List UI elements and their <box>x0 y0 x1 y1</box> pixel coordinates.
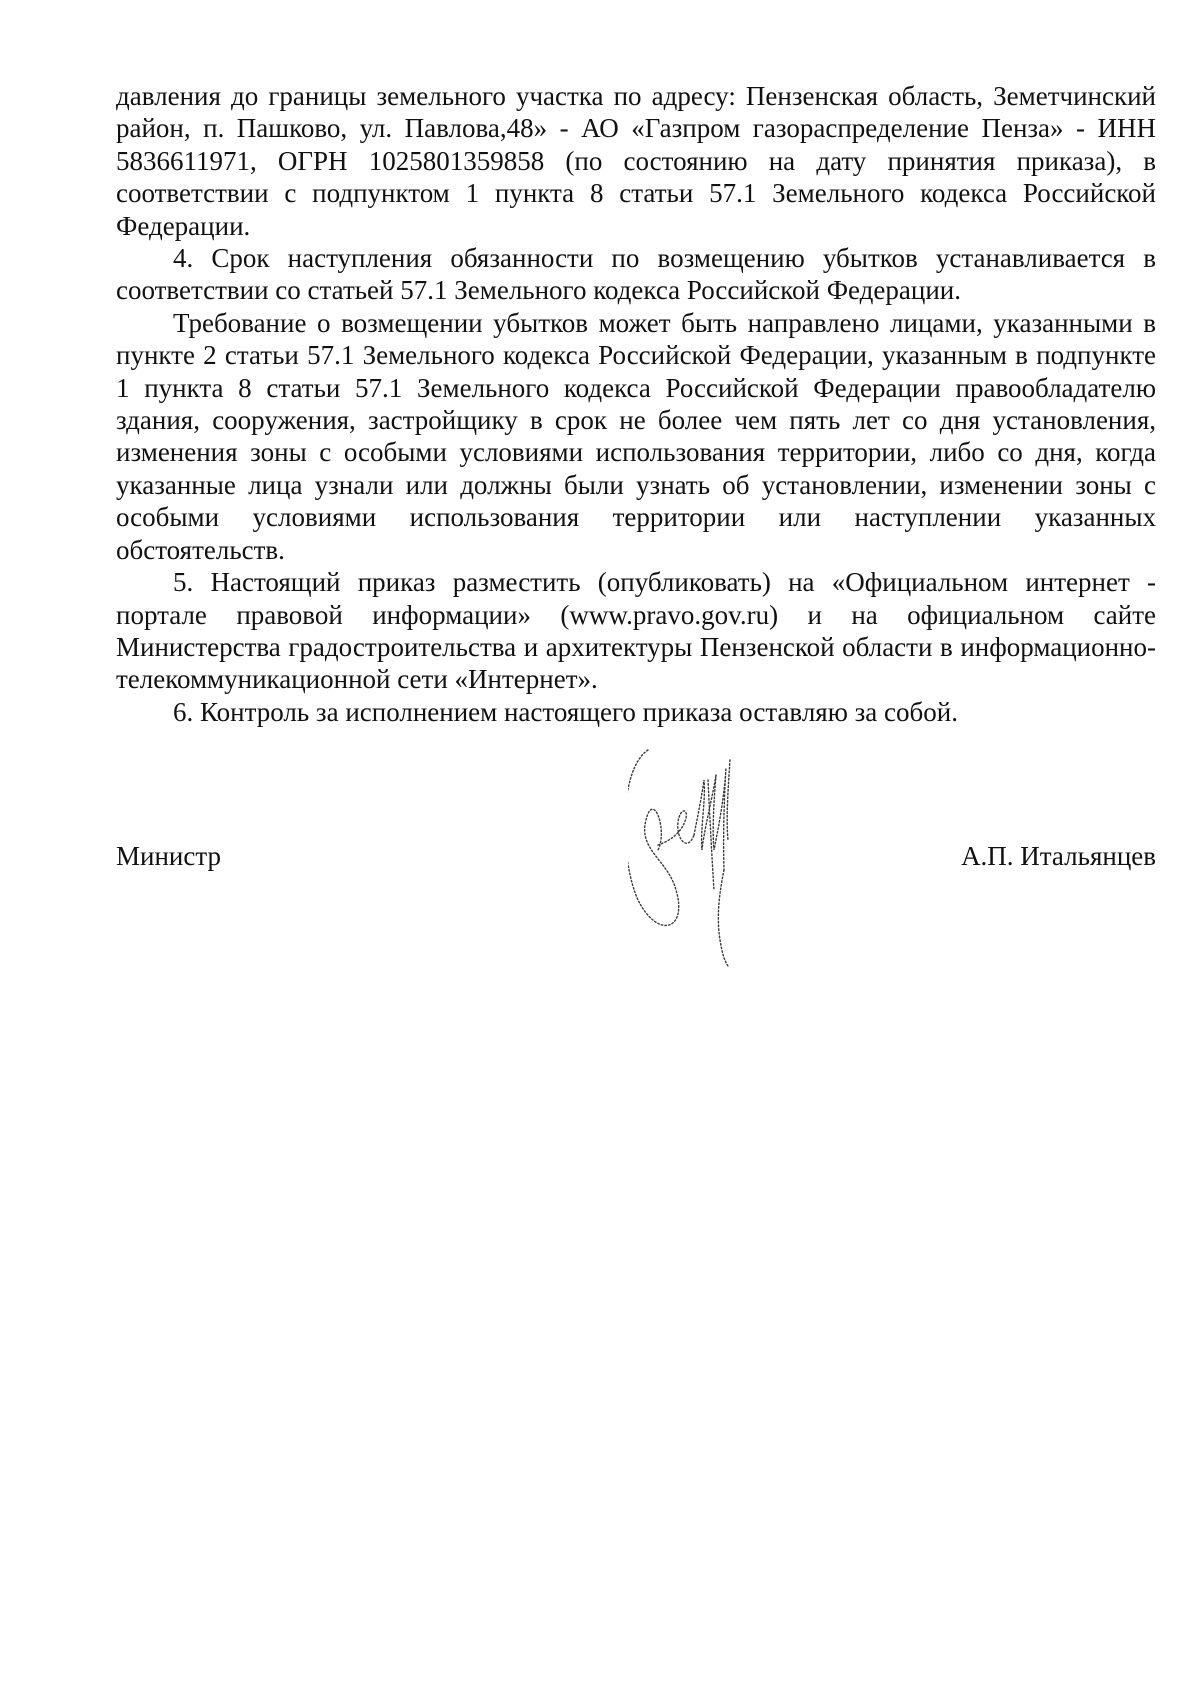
paragraph-continuation: давления до границы земельного участка по адресу: Пензенская область, Земетчинский район, п. Пашково, ул. Павлова,48» - АО «Газпром газораспределение Пенза» - ИНН 5836611971, ОГРН 1025801359858 (по состоянию на дату принятия приказа), в соответствии с подпунктом 1 пункта 8 статьи 57.1 Земельного кодекса Российской Федерации. <box>116 81 1156 241</box>
paragraph-item-5: 5. Настоящий приказ разместить (опубликовать) на «Официальном интернет - портале правовой информации» (www.pravo.gov.ru) и на официальном сайте Министерства градостроительства и архитектуры Пензенской области в информационно-телекоммуникационной сети «Интернет». <box>116 567 1156 695</box>
document-body <box>116 80 1156 728</box>
signatory-title: Министр <box>116 841 221 871</box>
paragraph-claim-requirement: Требование о возмещении убытков может быть направлено лицами, указанными в пункте 2 статьи 57.1 Земельного кодекса Российской Федерации, указанным в подпункте 1 пункта 8 статьи 57.1 Земельного кодекса Российской Федерации правообладателю здания, сооружения, застройщику в срок не более чем пять лет со дня установления, изменения зоны с особыми условиями использования территории, либо со дня, когда указанные лица узнали или должны были узнать об установлении, изменении зоны с особыми условиями использования территории или наступлении указанных обстоятельств. <box>116 307 1156 565</box>
handwritten-signature-icon <box>628 740 788 970</box>
paragraph-item-4: 4. Срок наступления обязанности по возмещению убытков устанавливается в соответствии со статьей 57.1 Земельного кодекса Российской Федерации. <box>116 243 1156 306</box>
paragraph-item-6: 6. Контроль за исполнением настоящего приказа оставляю за собой. <box>173 696 958 727</box>
signatory-name: А.П. Итальянцев <box>961 841 1156 871</box>
